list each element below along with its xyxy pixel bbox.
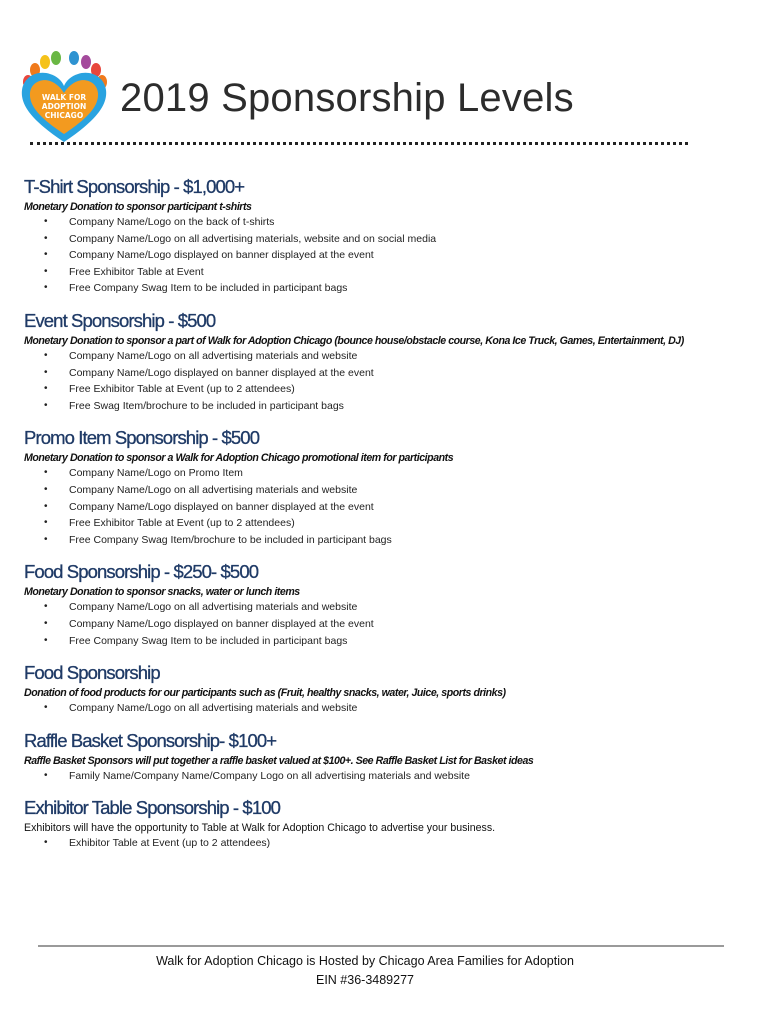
- bullet-icon: •: [44, 517, 48, 529]
- bullet-icon: •: [44, 601, 48, 613]
- section-title: T-Shirt Sponsorship - $1,000+: [24, 176, 245, 197]
- sponsorship-section: [24, 310, 744, 414]
- section-description: Raffle Basket Sponsors will put together a raffle basket valued at $100+. See Raffle Basket List for Basket ideas: [24, 754, 534, 767]
- benefit-text: Exhibitor Table at Event (up to 2 attendees): [69, 837, 271, 850]
- benefit-text: Company Name/Logo on the back of t-shirts: [69, 216, 275, 228]
- benefit-text: Company Name/Logo displayed on banner displayed at the event: [69, 617, 374, 630]
- benefit-list-item: [24, 633, 744, 650]
- benefit-text: Free Company Swag Item to be included in participant bags: [69, 282, 348, 295]
- footer-ein-line: EIN #36-3489277: [316, 973, 414, 987]
- section-description: Monetary Donation to sponsor participant t-shirts: [24, 201, 252, 213]
- bullet-icon: •: [44, 265, 48, 277]
- footer-divider: [38, 945, 724, 947]
- footer: [0, 952, 730, 990]
- benefit-list-item: [24, 515, 744, 532]
- section-description: Monetary Donation to sponsor a Walk for Adoption Chicago promotional item for participants: [24, 452, 454, 465]
- section-title: Food Sponsorship - $250- $500: [24, 561, 259, 583]
- toe-icon: [51, 51, 61, 65]
- benefit-list: [24, 768, 744, 785]
- bullet-icon: •: [44, 634, 48, 646]
- benefit-list-item: [24, 768, 744, 785]
- benefit-list-item: [24, 700, 744, 717]
- benefit-text: Company Name/Logo on all advertising materials and website: [69, 702, 358, 715]
- bullet-icon: •: [44, 702, 48, 714]
- benefit-list-item: [24, 214, 744, 231]
- benefit-list: [24, 835, 744, 852]
- bullet-icon: •: [44, 500, 48, 512]
- benefit-text: Free Company Swag Item to be included in participant bags: [69, 634, 348, 647]
- section-description: Monetary Donation to sponsor a part of Walk for Adoption Chicago (bounce house/obstacle course, Kona Ice Truck, Games, Entertainment, DJ): [24, 334, 684, 347]
- benefit-list-item: [24, 532, 744, 549]
- logo-text-1: WALK FOR: [41, 93, 87, 102]
- benefit-text: Free Exhibitor Table at Event (up to 2 attendees): [69, 383, 295, 396]
- benefit-text: Free Exhibitor Table at Event: [69, 265, 204, 278]
- sponsorship-section: [24, 176, 744, 297]
- sponsorship-section: [24, 797, 744, 852]
- benefit-list-item: [24, 280, 744, 297]
- section-description: Donation of food products for our participants such as (Fruit, healthy snacks, water, Juice, sports drinks): [24, 687, 506, 700]
- benefit-text: Free Exhibitor Table at Event (up to 2 attendees): [69, 517, 295, 530]
- benefit-list-item: [24, 482, 744, 499]
- benefit-list-item: [24, 599, 744, 616]
- section-title: Promo Item Sponsorship - $500: [24, 427, 260, 449]
- bullet-icon: •: [44, 533, 48, 545]
- benefit-text: Free Swag Item/brochure to be included in participant bags: [69, 399, 344, 412]
- title-divider: [30, 142, 688, 145]
- section-description: Monetary Donation to sponsor snacks, water or lunch items: [24, 586, 300, 599]
- benefit-text: Company Name/Logo on all advertising materials and website: [69, 349, 358, 362]
- benefit-list-item: [24, 231, 744, 248]
- bullet-icon: •: [44, 216, 48, 227]
- benefit-list-item: [24, 499, 744, 516]
- benefit-text: Company Name/Logo on all advertising materials and website: [69, 483, 358, 496]
- sponsorship-sections: [24, 176, 744, 865]
- bullet-icon: •: [44, 769, 48, 781]
- benefit-list-item: [24, 465, 744, 482]
- sponsorship-section: [24, 561, 744, 649]
- section-title: Raffle Basket Sponsorship- $100+: [24, 729, 277, 751]
- benefit-text: Company Name/Logo on Promo Item: [69, 467, 243, 480]
- benefit-text: Company Name/Logo displayed on banner displayed at the event: [69, 249, 374, 262]
- logo-text-3: CHICAGO: [44, 111, 84, 120]
- benefit-list-item: [24, 365, 744, 382]
- bullet-icon: •: [44, 483, 48, 495]
- page-title: 2019 Sponsorship Levels: [120, 76, 574, 120]
- benefit-list-item: [24, 264, 744, 281]
- toe-icon: [40, 55, 50, 69]
- benefit-text: Company Name/Logo on all advertising materials and website: [69, 601, 358, 614]
- logo-text-2: ADOPTION: [41, 102, 87, 111]
- page-header: [14, 48, 714, 148]
- toe-icon: [81, 55, 91, 69]
- section-title: Exhibitor Table Sponsorship - $100: [24, 797, 280, 819]
- benefit-list-item: [24, 381, 744, 398]
- bullet-icon: •: [44, 366, 48, 378]
- bullet-icon: •: [44, 617, 48, 629]
- benefit-text: Free Company Swag Item/brochure to be included in participant bags: [69, 533, 392, 546]
- benefit-text: Company Name/Logo displayed on banner displayed at the event: [69, 500, 374, 513]
- walk-for-adoption-logo: [14, 48, 114, 144]
- benefit-list-item: [24, 398, 744, 415]
- benefit-text: Company Name/Logo on all advertising materials, website and on social media: [69, 232, 437, 245]
- bullet-icon: •: [44, 467, 48, 479]
- bullet-icon: •: [44, 399, 48, 411]
- benefit-list-item: [24, 616, 744, 633]
- section-description: Exhibitors will have the opportunity to Table at Walk for Adoption Chicago to advertise your business.: [24, 822, 496, 835]
- benefit-list-item: [24, 348, 744, 365]
- benefit-text: Company Name/Logo displayed on banner displayed at the event: [69, 366, 374, 379]
- benefit-list-item: [24, 835, 744, 852]
- footer-host-line: Walk for Adoption Chicago is Hosted by Chicago Area Families for Adoption: [156, 954, 574, 968]
- section-title: Event Sponsorship - $500: [24, 309, 216, 331]
- benefit-text: Family Name/Company Name/Company Logo on all advertising materials and website: [69, 769, 470, 782]
- benefit-list: [24, 700, 744, 717]
- benefit-list: [24, 599, 744, 649]
- benefit-list: [24, 214, 744, 297]
- benefit-list: [24, 348, 744, 414]
- sponsorship-section: [24, 427, 744, 548]
- bullet-icon: •: [44, 282, 48, 294]
- bullet-icon: •: [44, 349, 48, 361]
- sponsorship-section: [24, 662, 744, 717]
- bullet-icon: •: [44, 249, 48, 261]
- bullet-icon: •: [44, 837, 48, 849]
- section-title: Food Sponsorship: [24, 662, 160, 684]
- toe-icon: [69, 51, 79, 65]
- bullet-icon: •: [44, 383, 48, 395]
- sponsorship-section: [24, 730, 744, 785]
- bullet-icon: •: [44, 232, 48, 244]
- benefit-list: [24, 465, 744, 548]
- benefit-list-item: [24, 247, 744, 264]
